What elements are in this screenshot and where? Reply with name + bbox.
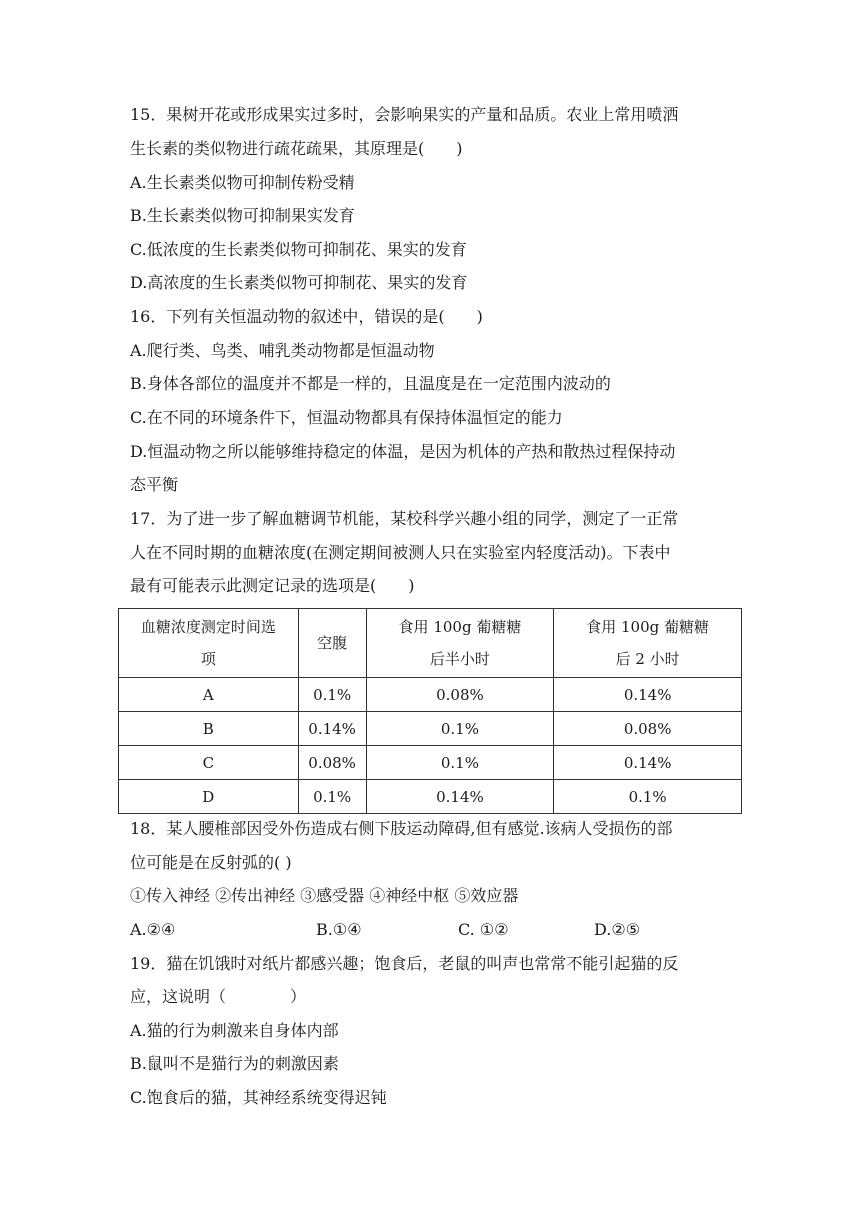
q16-option-d-cont: 态平衡 [130,475,179,494]
table-cell: 0.14% [554,678,742,712]
table-cell: 0.14% [366,780,554,814]
q18-stem-line1: 18．某人腰椎部因受外伤造成右侧下肢运动障碍,但有感觉.该病人受损伤的部 [130,819,673,838]
q17-stem-line2: 人在不同时期的血糖浓度(在测定期间被测人只在实验室内轻度活动)。下表中 [130,543,671,562]
table-cell: 0.1% [366,712,554,746]
table-cell: C [119,746,299,780]
q15-option-b: B.生长素类似物可抑制果实发育 [130,206,355,225]
table-cell: 0.08% [554,712,742,746]
header-cell-two-hours: 食用 100g 葡糖糖 后 2 小时 [554,609,742,678]
q16-option-a: A.爬行类、鸟类、哺乳类动物都是恒温动物 [130,341,435,360]
table-cell: D [119,780,299,814]
table-cell: 0.14% [298,712,366,746]
table-row [119,678,742,712]
q17-stem-line3: 最有可能表示此测定记录的选项是( ) [130,576,415,595]
q15-option-c: C.低浓度的生长素类似物可抑制花、果实的发育 [130,240,467,259]
table-cell: 0.1% [366,746,554,780]
q18-options [130,920,750,940]
table-cell: 0.08% [366,678,554,712]
q16-option-d: D.恒温动物之所以能够维持稳定的体温，是因为机体的产热和散热过程保持动 [130,442,676,461]
blood-glucose-table [118,608,742,814]
table-cell: 0.1% [298,678,366,712]
q15-stem-line2: 生长素的类似物进行疏花疏果，其原理是( ) [130,139,463,158]
table-row [119,712,742,746]
q19-option-c: C.饱食后的猫，其神经系统变得迟钝 [130,1088,387,1107]
table-cell: 0.1% [298,780,366,814]
header-cell-option: 血糖浓度测定时间选 项 [119,609,299,678]
q19-stem-line1: 19．猫在饥饿时对纸片都感兴趣；饱食后，老鼠的叫声也常常不能引起猫的反 [130,954,679,973]
table-cell: 0.1% [554,780,742,814]
table-row [119,746,742,780]
q15-stem-line1: 15．果树开花或形成果实过多时，会影响果实的产量和品质。农业上常用喷洒 [130,105,679,124]
q19-stem-line2: 应，这说明（ ） [130,987,307,1006]
header-cell-fasting: 空腹 [298,609,366,678]
table-header-row [119,609,742,678]
q18-option-b: B.①④ [316,920,362,939]
q15-option-a: A.生长素类似物可抑制传粉受精 [130,173,355,192]
q17-stem-line1: 17．为了进一步了解血糖调节机能，某校科学兴趣小组的同学，测定了一正常 [130,509,679,528]
q15-option-d: D.高浓度的生长素类似物可抑制花、果实的发育 [130,273,468,292]
q18-items: ①传入神经 ②传出神经 ③感受器 ④神经中枢 ⑤效应器 [130,886,519,905]
q18-option-d: D.②⑤ [594,920,641,939]
q18-option-a: A.②④ [130,920,176,939]
table-cell: 0.08% [298,746,366,780]
header-cell-half-hour: 食用 100g 葡糖糖 后半小时 [366,609,554,678]
q16-stem: 16．下列有关恒温动物的叙述中，错误的是( ) [130,307,483,326]
q16-option-b: B.身体各部位的温度并不都是一样的，且温度是在一定范围内波动的 [130,374,611,393]
q19-option-b: B.鼠叫不是猫行为的刺激因素 [130,1054,339,1073]
q19-option-a: A.猫的行为刺激来自身体内部 [130,1021,339,1040]
table-row [119,780,742,814]
table-cell: B [119,712,299,746]
table-cell: 0.14% [554,746,742,780]
q18-stem-line2: 位可能是在反射弧的( ) [130,853,292,872]
q16-option-c: C.在不同的环境条件下，恒温动物都具有保持体温恒定的能力 [130,408,563,427]
q18-option-c: C. ①② [458,920,509,939]
table-cell: A [119,678,299,712]
